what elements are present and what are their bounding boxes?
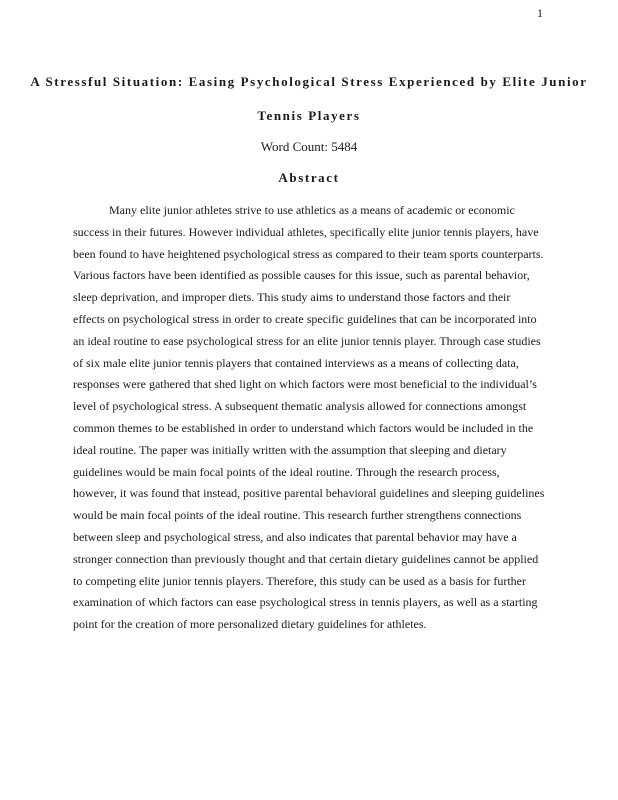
paper-title	[20, 71, 598, 127]
abstract-body: Many elite junior athletes strive to use athletics as a means of academic or economic success in their futures. However individual athletes, specifically elite junior tennis players, have been found to have heightened psychological stress as compared to their team sports counterparts. Various factors have been identified as possible causes for this issue, such as parental behavior, sleep deprivation, and improper diets. This study aims to understand those factors and their effects on psychological stress in order to create specific guidelines that can be incorporated into an ideal routine to ease psychological stress for an elite junior tennis player. Through case studies of six male elite junior tennis players that contained interviews as a means of collecting data, responses were gathered that shed light on which factors were most beneficial to the individual’s level of psychological stress. A subsequent thematic analysis allowed for connections amongst common themes to be established in order to understand which factors would be included in the ideal routine. The paper was initially written with the assumption that sleeping and dietary guidelines would be main focal points of the ideal routine. Through the research process, however, it was found that instead, positive parental behavioral guidelines and sleeping guidelines would be main focal points of the ideal routine. This research further strengthens connections between sleep and psychological stress, and also indicates that parental behavior may have a stronger connection than previously thought and that certain dietary guidelines cannot be applied to competing elite junior tennis players. Therefore, this study can be used as a basis for further examination of which factors can ease psychological stress in tennis players, as well as a starting point for the creation of more personalized dietary guidelines for athletes.	[73, 203, 545, 632]
page-number: 1	[537, 6, 543, 20]
paper-title-line-1: A Stressful Situation: Easing Psychological Stress Experienced by Elite Junior	[30, 74, 588, 89]
paper-title-line-2: Tennis Players	[257, 108, 361, 123]
abstract-heading: Abstract	[278, 170, 340, 185]
word-count: Word Count: 5484	[260, 139, 358, 154]
